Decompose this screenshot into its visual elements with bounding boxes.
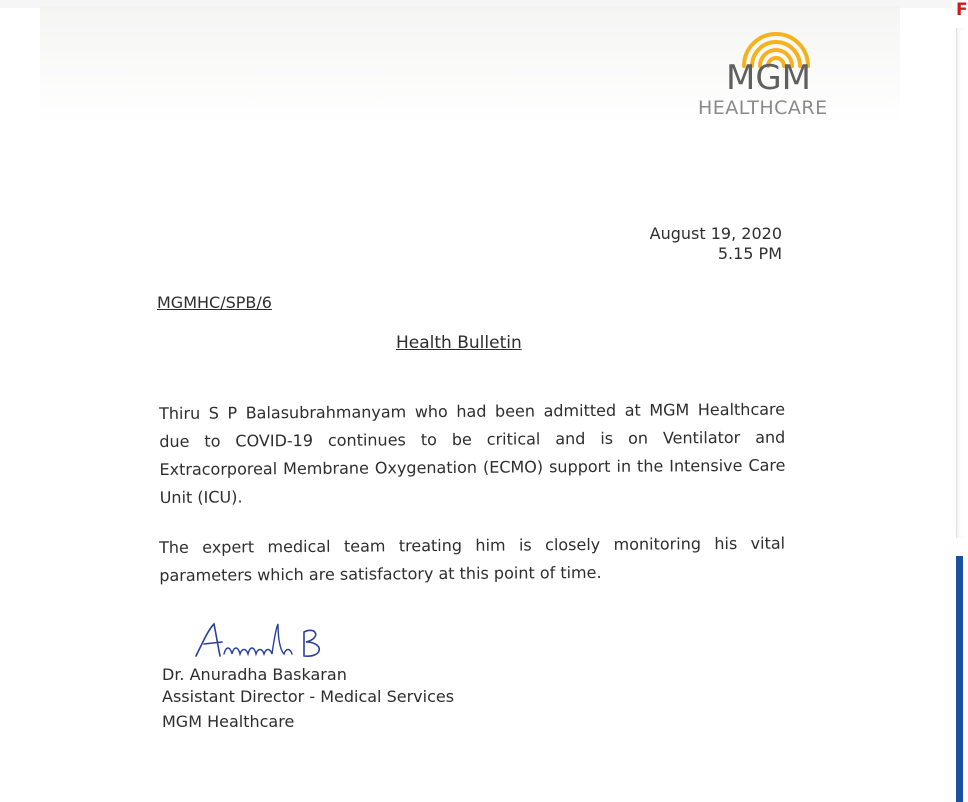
mgm-healthcare-logo [690,26,870,126]
logo-subtitle: HEALTHCARE [698,97,828,119]
edge-side-panel [956,28,964,538]
bulletin-paragraph-1: Thiru S P Balasubrahmanyam who had been admitted at MGM Healthcare due to COVID-19 continues to be critical and is on Ventilator and Extracorporeal Membrane Oxygenation (ECMO) support in the Intensive Care Unit (ICU). [159,399,786,507]
bulletin-paragraph-2: The expert medical team treating him is closely monitoring his vital parameters which are satisfactory at this point of time. [159,533,786,585]
handwritten-signature [192,618,342,662]
logo-brand: MGM [726,58,812,98]
bulletin-heading: Health Bulletin [396,333,522,353]
signatory-title: Assistant Director - Medical Services [162,687,455,706]
signatory-name: Dr. Anuradha Baskaran [162,665,347,684]
signatory-organisation: MGM Healthcare [162,712,295,731]
bulletin-date: August 19, 2020 [649,224,782,243]
bulletin-time: 5.15 PM [717,244,782,263]
edge-heading-fragment: F [956,0,968,20]
reference-number: MGMHC/SPB/6 [157,293,272,312]
edge-advert-panel[interactable] [956,556,963,802]
